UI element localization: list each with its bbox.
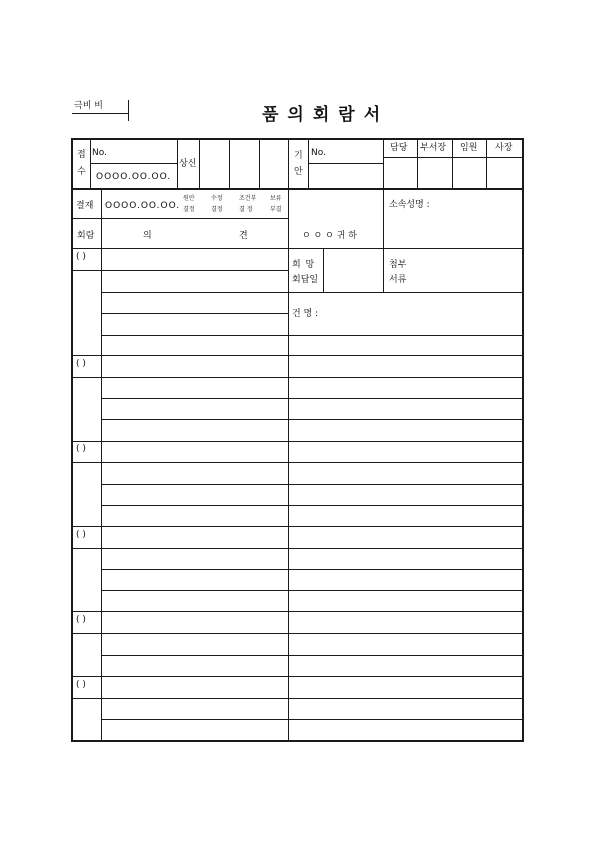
- opinion-label: 의: [143, 231, 152, 241]
- page-title: 품의회람서: [262, 105, 390, 125]
- group-marker-4: ( ): [76, 530, 86, 540]
- group-marker-6: ( ): [76, 680, 86, 690]
- draft-label-top: 기: [294, 151, 303, 161]
- attachments-label-bottom: 서류: [389, 275, 407, 285]
- approval-head-dept-manager: 부서장: [420, 143, 447, 153]
- approval-head-president: 사장: [495, 143, 513, 153]
- group-marker-1: ( ): [76, 252, 86, 262]
- option-revised-top: 수정: [211, 195, 223, 202]
- approval-head-executive: 임원: [460, 143, 478, 153]
- circulation-label: 회람: [77, 231, 95, 241]
- receipt-label-top: 접: [77, 150, 86, 160]
- receipt-number-field[interactable]: No.: [92, 148, 107, 158]
- addressee-label: ㅇ ㅇ ㅇ 귀 하: [302, 231, 357, 241]
- group-marker-3: ( ): [76, 444, 86, 454]
- classification-label: 극비 비: [74, 101, 103, 111]
- receipt-label-bottom: 수: [77, 167, 86, 177]
- desired-reply-label-bottom: 회답일: [292, 275, 319, 285]
- affiliation-name-label: 소속성명 :: [389, 200, 430, 210]
- option-conditional-top: 조건부: [239, 195, 257, 202]
- option-original-bottom: 결정: [183, 206, 195, 213]
- draft-label-bottom: 안: [294, 167, 303, 177]
- report-label: 상신: [179, 159, 197, 169]
- option-conditional-bottom: 결 정: [239, 206, 253, 213]
- approval-head-staff: 담당: [390, 143, 408, 153]
- option-hold-top: 보류: [270, 195, 282, 202]
- draft-number-field[interactable]: No.: [311, 148, 326, 158]
- receipt-date-field[interactable]: OOOO.OO.OO.: [96, 172, 172, 182]
- decision-label: 결재: [76, 201, 94, 211]
- view-label: 견: [239, 231, 248, 241]
- option-original-top: 원안: [183, 195, 195, 202]
- desired-reply-label-top: 희 망: [292, 260, 316, 270]
- decision-date-field[interactable]: OOOO.OO.OO.: [105, 201, 181, 211]
- option-hold-bottom: 부결: [270, 206, 282, 213]
- group-marker-2: ( ): [76, 359, 86, 369]
- subject-label: 건 명 :: [292, 309, 319, 319]
- option-revised-bottom: 결정: [211, 206, 223, 213]
- group-marker-5: ( ): [76, 615, 86, 625]
- attachments-label-top: 첨부: [389, 260, 407, 270]
